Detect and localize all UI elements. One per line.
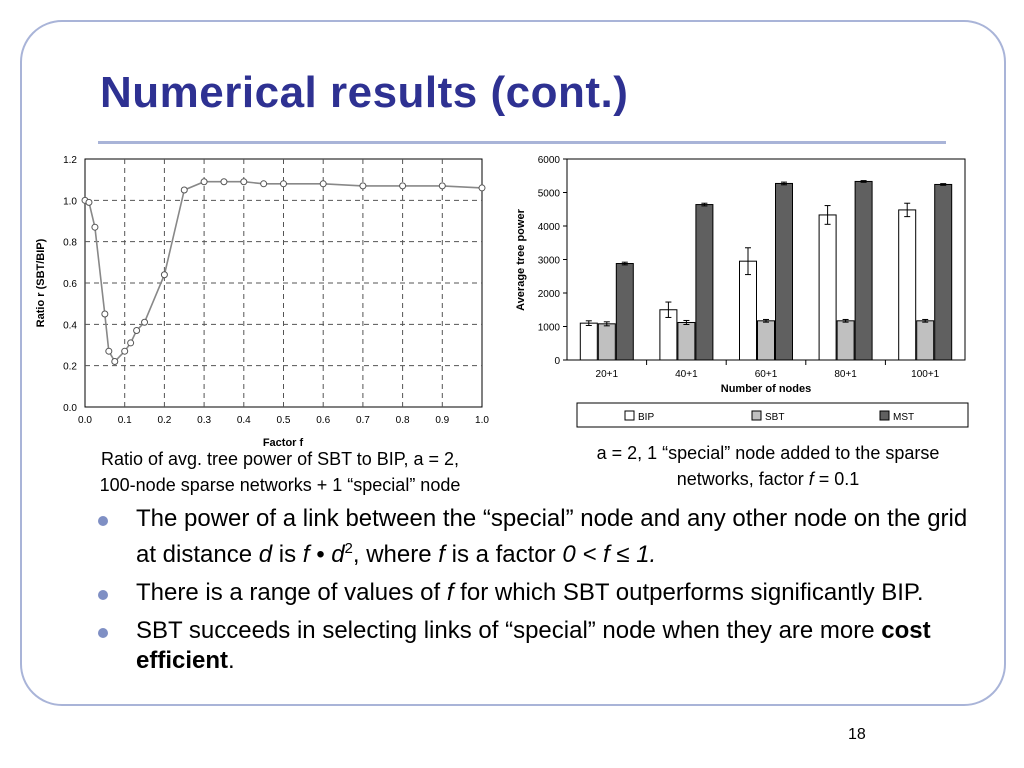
left-caption-line2: 100-node sparse networks + 1 “special” node xyxy=(99,475,461,495)
legend-swatch-mst xyxy=(880,411,889,420)
line-data-point xyxy=(281,181,287,187)
bar-y-tick-label: 2000 xyxy=(537,289,560,300)
line-data-point xyxy=(112,359,118,365)
line-data-point xyxy=(181,187,187,193)
line-data-point xyxy=(128,340,134,346)
line-x-tick-label: 0.0 xyxy=(78,415,92,426)
bullet-1-text: The power of a link between the “special” node and any other node on the grid at distance xyxy=(136,505,968,568)
bullet-1-range: 0 < f ≤ 1. xyxy=(562,541,657,568)
line-y-tick-label: 0.6 xyxy=(63,279,77,290)
bullet-dot-icon xyxy=(98,516,108,526)
line-x-tick-label: 0.4 xyxy=(236,415,251,426)
bar-x-tick-label: 60+1 xyxy=(754,369,778,380)
bullet-dot-icon xyxy=(98,590,108,600)
line-data-point xyxy=(142,319,148,325)
bullet-1-d: d xyxy=(258,541,273,568)
bullet-dot-icon xyxy=(98,628,108,638)
line-chart xyxy=(30,148,500,450)
page-number: 18 xyxy=(848,726,866,743)
line-y-tick-label: 1.0 xyxy=(63,196,77,208)
bar-y-tick-label: 0 xyxy=(554,356,560,367)
left-caption-line1: Ratio of avg. tree power of SBT to BIP, a = 2, xyxy=(100,449,460,469)
line-x-tick-label: 0.6 xyxy=(316,415,331,426)
line-data-point xyxy=(122,348,128,354)
bullet-1-where: , where xyxy=(352,541,439,568)
legend-swatch-bip xyxy=(625,411,634,420)
bar-x-tick-label: 20+1 xyxy=(595,369,619,380)
bar-y-tick-label: 3000 xyxy=(537,255,560,267)
line-x-axis-label: Factor f xyxy=(262,437,304,449)
line-data-point xyxy=(201,179,207,185)
bar-x-axis-label: Number of nodes xyxy=(720,383,812,395)
bullet-item-2 xyxy=(96,578,976,608)
bar-sbt xyxy=(598,324,615,360)
bar-chart xyxy=(510,150,978,432)
slide-title: Numerical results (cont.) xyxy=(100,68,629,117)
line-data-point xyxy=(400,183,406,189)
bar-sbt xyxy=(678,322,695,360)
left-chart-caption xyxy=(40,446,520,498)
line-data-point xyxy=(134,328,140,334)
bar-mst xyxy=(696,205,713,360)
line-data-point xyxy=(92,224,98,230)
line-x-tick-label: 0.8 xyxy=(395,415,410,426)
bullet-1-dot-d: • d xyxy=(309,541,345,568)
bullet-1-is: is xyxy=(272,541,303,568)
bar-bip xyxy=(580,323,597,360)
line-data-point xyxy=(102,311,108,317)
bullet-3-bold: cost efficient xyxy=(136,617,931,674)
line-data-point xyxy=(360,183,366,189)
line-x-tick-label: 1.0 xyxy=(475,415,489,426)
line-data-point xyxy=(106,348,112,354)
line-y-tick-label: 0.8 xyxy=(63,237,77,249)
bar-y-tick-label: 4000 xyxy=(537,222,560,233)
right-caption-text-a: networks, factor xyxy=(676,469,809,489)
bar-bip xyxy=(899,210,916,360)
bullet-item-3 xyxy=(96,616,976,676)
legend-swatch-sbt xyxy=(752,411,761,420)
bar-y-tick-label: 5000 xyxy=(537,188,560,200)
bullet-3-text: SBT succeeds in selecting links of “special” node when they are more xyxy=(136,617,882,644)
line-data-point xyxy=(86,199,92,205)
bar-x-tick-label: 40+1 xyxy=(675,369,698,380)
right-caption-text-b: = 0.1 xyxy=(813,469,860,489)
legend-label-bip: BIP xyxy=(638,412,655,423)
bullet-1-f: f xyxy=(302,541,310,568)
line-y-tick-label: 0.4 xyxy=(63,320,77,332)
bar-sbt xyxy=(758,321,775,360)
line-data-point xyxy=(261,181,267,187)
bullet-1-f2: f xyxy=(438,541,445,568)
bullet-2-f: f xyxy=(446,579,454,606)
right-caption-line1: a = 2, 1 “special” node added to the sparse xyxy=(596,443,940,463)
line-y-tick-label: 1.2 xyxy=(63,155,77,166)
right-chart-caption xyxy=(530,440,1006,492)
line-data-point xyxy=(221,179,227,185)
bar-sbt xyxy=(837,321,854,360)
title-divider xyxy=(98,141,946,144)
bar-mst xyxy=(935,184,952,360)
bar-x-tick-label: 100+1 xyxy=(911,369,940,380)
line-y-axis-label: Ratio r (SBT/BIP) xyxy=(35,238,47,328)
legend-label-sbt: SBT xyxy=(765,412,785,423)
line-data-point xyxy=(439,183,445,189)
line-x-tick-label: 0.3 xyxy=(197,415,212,426)
bar-bip xyxy=(819,215,836,360)
bar-x-tick-label: 80+1 xyxy=(834,369,857,380)
bullet-item-1 xyxy=(96,504,976,570)
bar-y-tick-label: 1000 xyxy=(537,322,560,334)
line-data-point xyxy=(320,181,326,187)
right-caption-line2 xyxy=(530,466,1006,492)
line-x-tick-label: 0.1 xyxy=(117,415,132,426)
right-caption-f: f xyxy=(808,469,814,489)
bar-sbt xyxy=(917,321,934,360)
line-x-tick-label: 0.5 xyxy=(276,415,291,426)
line-y-tick-label: 0.0 xyxy=(63,403,77,414)
legend-label-mst: MST xyxy=(893,412,915,423)
line-data-point xyxy=(161,272,167,278)
line-x-tick-label: 0.9 xyxy=(435,415,450,426)
line-y-tick-label: 0.2 xyxy=(63,361,77,373)
bar-y-tick-label: 6000 xyxy=(537,155,560,166)
bar-y-axis-label: Average tree power xyxy=(515,209,527,311)
bullet-2-rest: for which SBT outperforms significantly BIP. xyxy=(453,579,924,606)
line-x-tick-label: 0.2 xyxy=(157,415,172,426)
bullet-list xyxy=(96,504,976,684)
bar-mst xyxy=(776,183,793,360)
line-x-tick-label: 0.7 xyxy=(355,415,370,426)
bullet-1-exponent: 2 xyxy=(344,540,353,557)
bar-mst xyxy=(616,264,633,360)
bullet-1-factor: is a factor xyxy=(444,541,563,568)
bullet-2-text: There is a range of values of xyxy=(136,579,447,606)
bar-bip xyxy=(740,261,757,360)
line-data-point xyxy=(241,179,247,185)
bullet-3-period: . xyxy=(228,647,235,674)
line-data-point xyxy=(479,185,485,191)
bar-mst xyxy=(855,181,872,360)
